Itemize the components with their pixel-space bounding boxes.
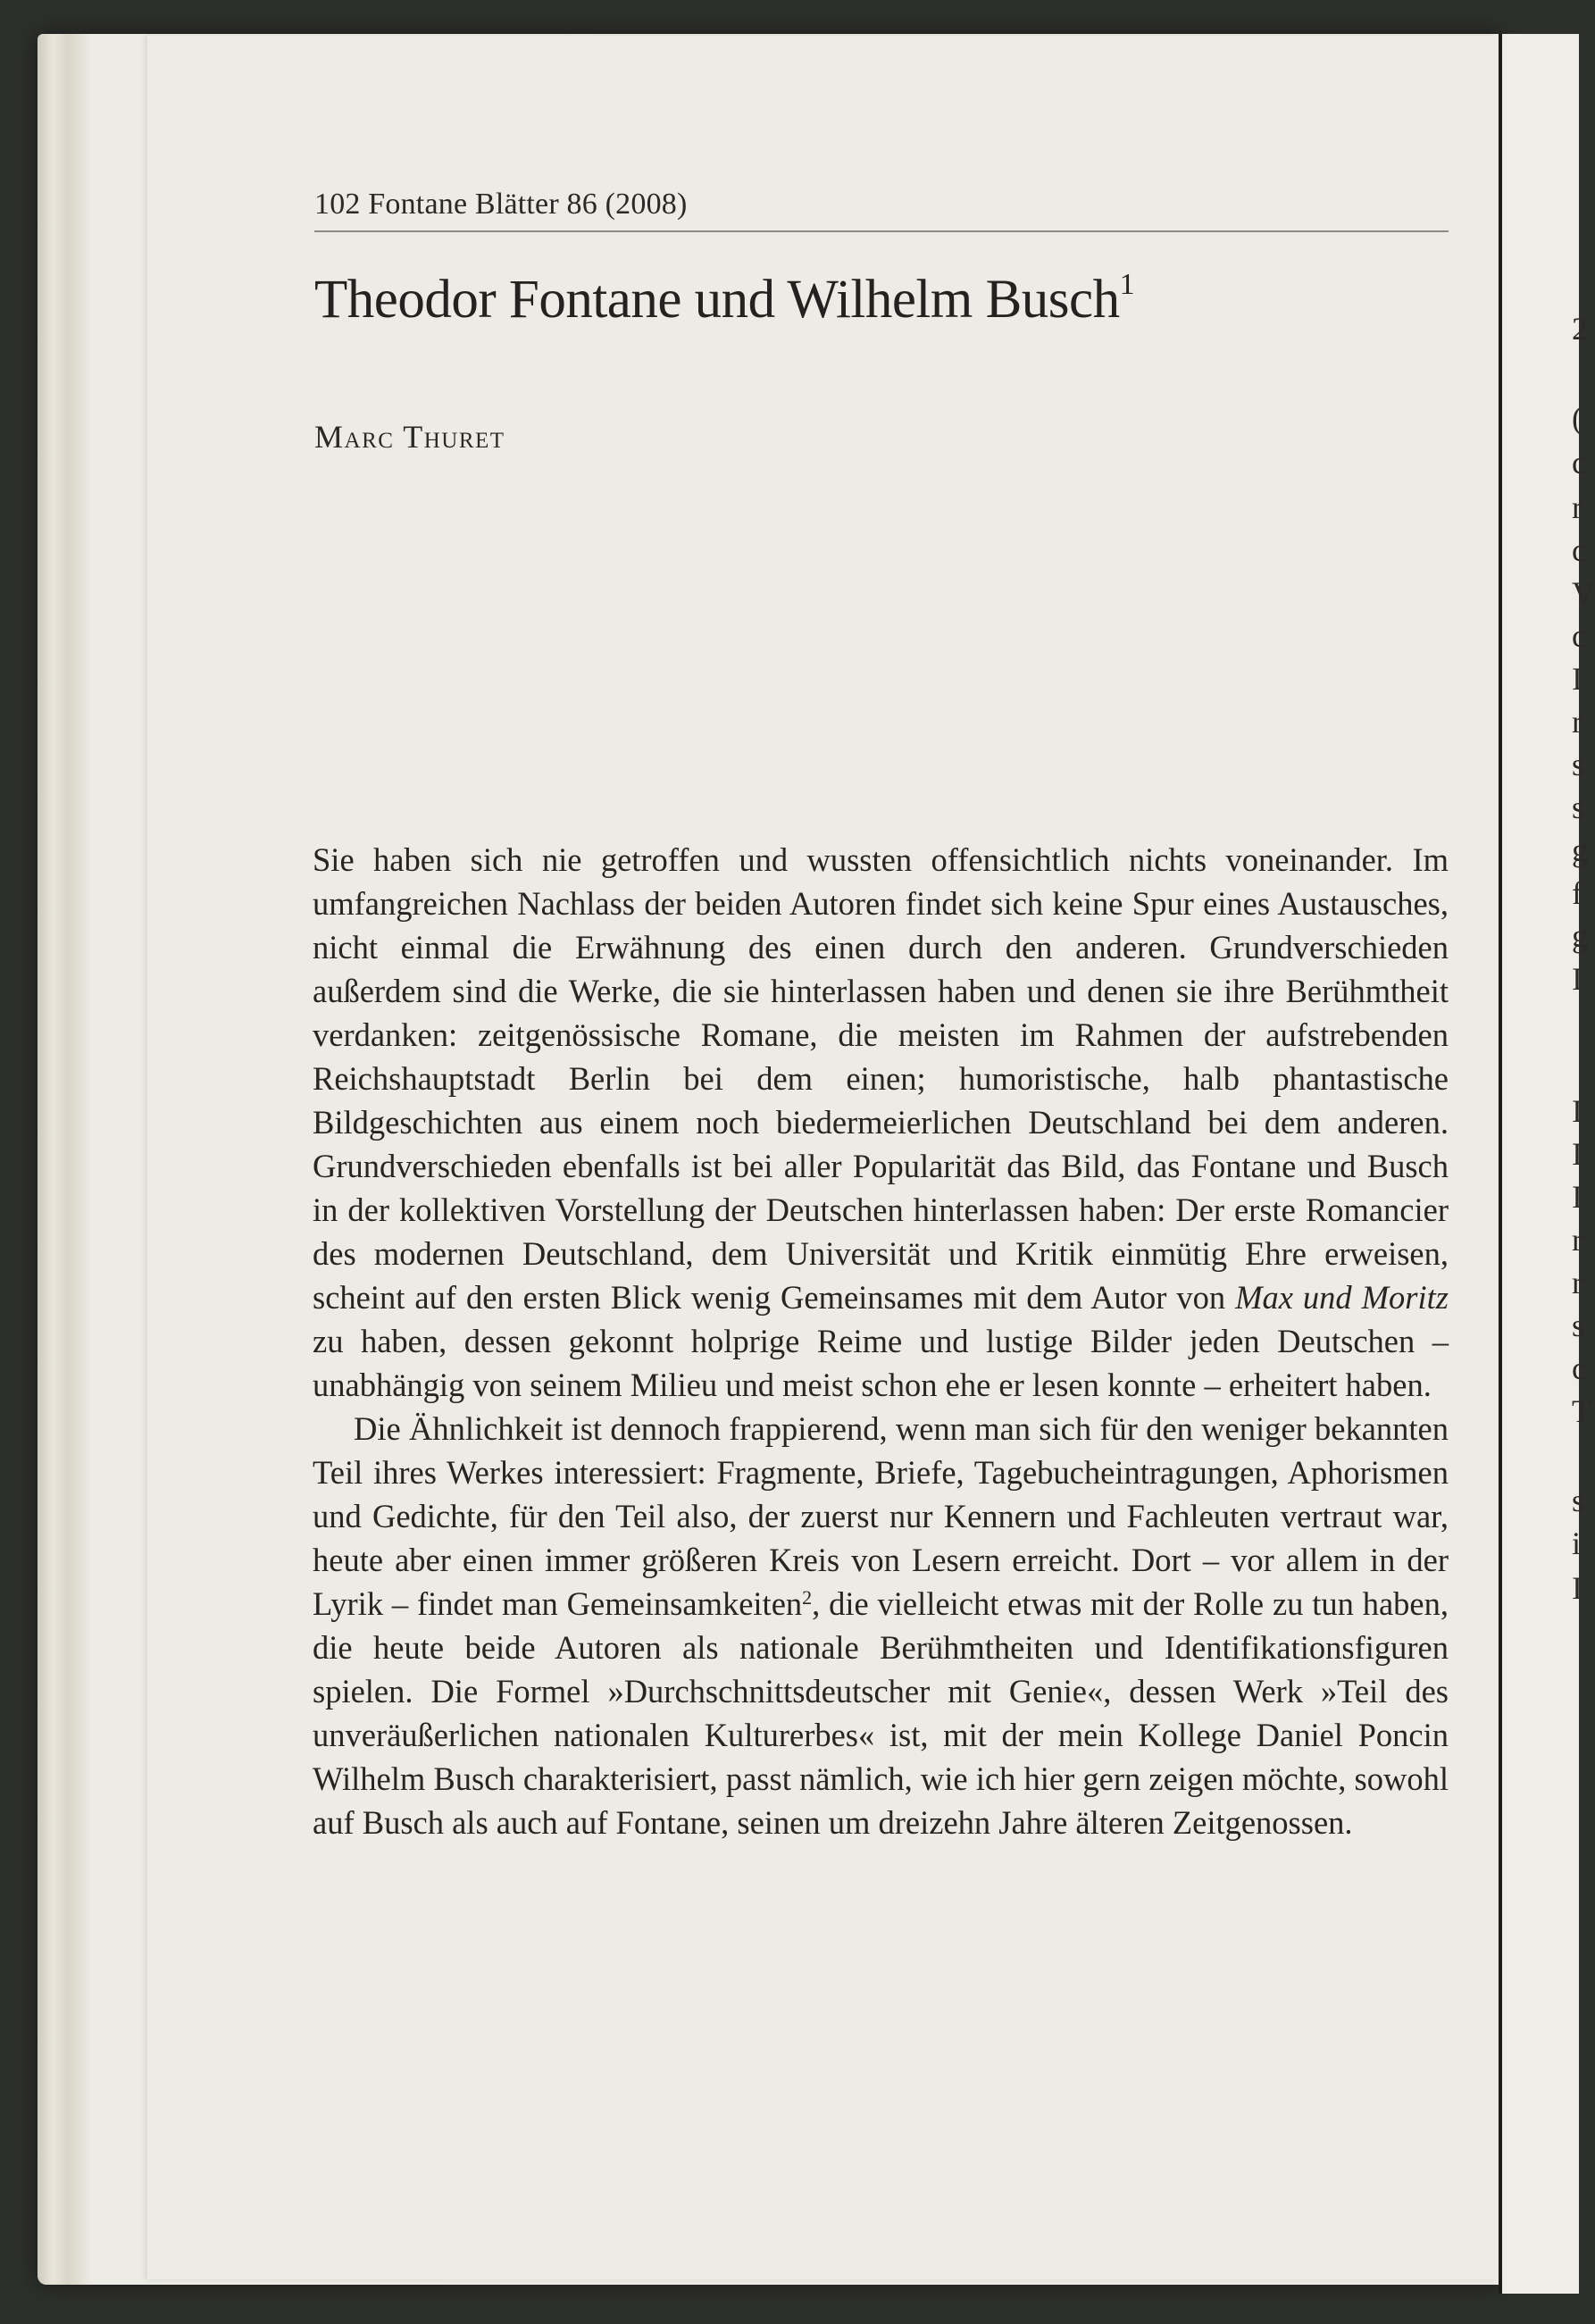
title-footnote-marker: 1: [1119, 268, 1135, 301]
edge-letter: f: [1572, 875, 1582, 911]
paragraph-2-text: Die Ähnlichkeit ist dennoch frappierend, wenn man sich für den weniger bekannten Teil ihres Werkes interessiert: Fragmente, Briefe, Tagebucheintragungen, Aphorismen und Gedichte, für den Teil also, der zuerst nur Kennern und Fachleuten vertraut war, heute aber einen immer größeren Kreis von Lesern erreicht. Dort – vor allem in der Lyrik – findet man Gemeinsamkeiten: [313, 1410, 1449, 1622]
edge-letter: g: [1572, 918, 1588, 954]
edge-letter: r: [1572, 704, 1582, 740]
facing-page-edge: [1499, 34, 1595, 2294]
edge-letter: g: [1572, 832, 1588, 868]
paragraph-2: [313, 1407, 1449, 1844]
edge-letter: I: [1572, 1179, 1582, 1215]
edge-letter: V: [1572, 575, 1595, 611]
edge-letter: I: [1572, 961, 1582, 997]
edge-letter: c: [1572, 532, 1586, 568]
edge-letter: r: [1572, 489, 1582, 525]
edge-letter: (: [1572, 400, 1582, 436]
edge-letter: I: [1572, 1136, 1582, 1172]
edge-letter: c: [1572, 618, 1586, 654]
paragraph-1-text: Sie haben sich nie getroffen und wussten offensichtlich nichts voneinander. Im umfangreichen Nachlass der beiden Autoren findet sich keine Spur eines Austausches, nicht einmal die Erwähnung des einen durch den anderen. Grundverschieden außerdem sind die Werke, die sie hinterlassen haben und denen sie ihre Berühmtheit verdanken: zeitgenössische Romane, die meisten im Rahmen der aufstrebenden Reichshauptstadt Berlin bei dem einen; humoristische, halb phantastische Bildgeschichten aus einem noch biedermeierlichen Deutschland bei dem anderen. Grundverschieden ebenfalls ist bei aller Popularität das Bild, das Fontane und Busch in der kollektiven Vorstellung der Deutschen hinterlassen haben: Der erste Romancier des modernen Deutschland, dem Universität und Kritik einmütig Ehre erweisen, scheint auf den ersten Blick wenig Gemeinsames mit dem Autor von: [313, 841, 1449, 1316]
edge-letter: T: [1572, 1393, 1591, 1429]
edge-letter: I: [1572, 1570, 1582, 1606]
edge-letter: s: [1572, 1483, 1585, 1518]
article-title-text: Theodor Fontane und Wilhelm Busch: [314, 270, 1120, 330]
edge-letter: r: [1572, 1222, 1582, 1258]
edge-letter: I: [1572, 1093, 1582, 1129]
author-name: Marc Thuret: [314, 419, 505, 455]
edge-letter: c: [1572, 445, 1586, 481]
edge-letter: s: [1572, 747, 1585, 782]
paragraph-1: [313, 838, 1449, 1407]
edge-letter: I: [1572, 661, 1582, 697]
edge-letter: r: [1572, 1265, 1582, 1300]
paragraph-2-end: , die vielleicht etwas mit der Rolle zu tun haben, die heute beide Autoren als nationale Berühmtheiten und Identifikationsfiguren spielen. Die Formel »Durchschnittsdeutscher mit Genie«, dessen Werk »Teil des unveräußerlichen nationalen Kulturerbes« ist, mit der mein Kollege Daniel Poncin Wilhelm Busch charakterisiert, passt nämlich, wie ich hier gern zeigen möchte, sowohl auf Busch als auch auf Fontane, seinen um dreizehn Jahre älteren Zeitgenossen.: [313, 1585, 1449, 1841]
edge-letter: 2: [1572, 311, 1588, 347]
paragraph-1-end: zu haben, dessen gekonnt holprige Reime und lustige Bilder jeden Deutschen – unabhängig von seinem Milieu und meist schon ehe er lesen konnte – erheitert haben.: [313, 1323, 1449, 1403]
running-head: 102 Fontane Blätter 86 (2008): [314, 188, 1449, 232]
article-body: [313, 838, 1449, 1844]
edge-letter: i: [1572, 1526, 1582, 1561]
work-title-max-und-moritz: Max und Moritz: [1235, 1279, 1449, 1316]
article-title: [314, 268, 1134, 331]
edge-letter: c: [1572, 1350, 1586, 1386]
edge-letter: s: [1572, 1308, 1585, 1343]
footnote-marker-2: 2: [802, 1586, 813, 1609]
edge-letter: s: [1572, 790, 1585, 825]
